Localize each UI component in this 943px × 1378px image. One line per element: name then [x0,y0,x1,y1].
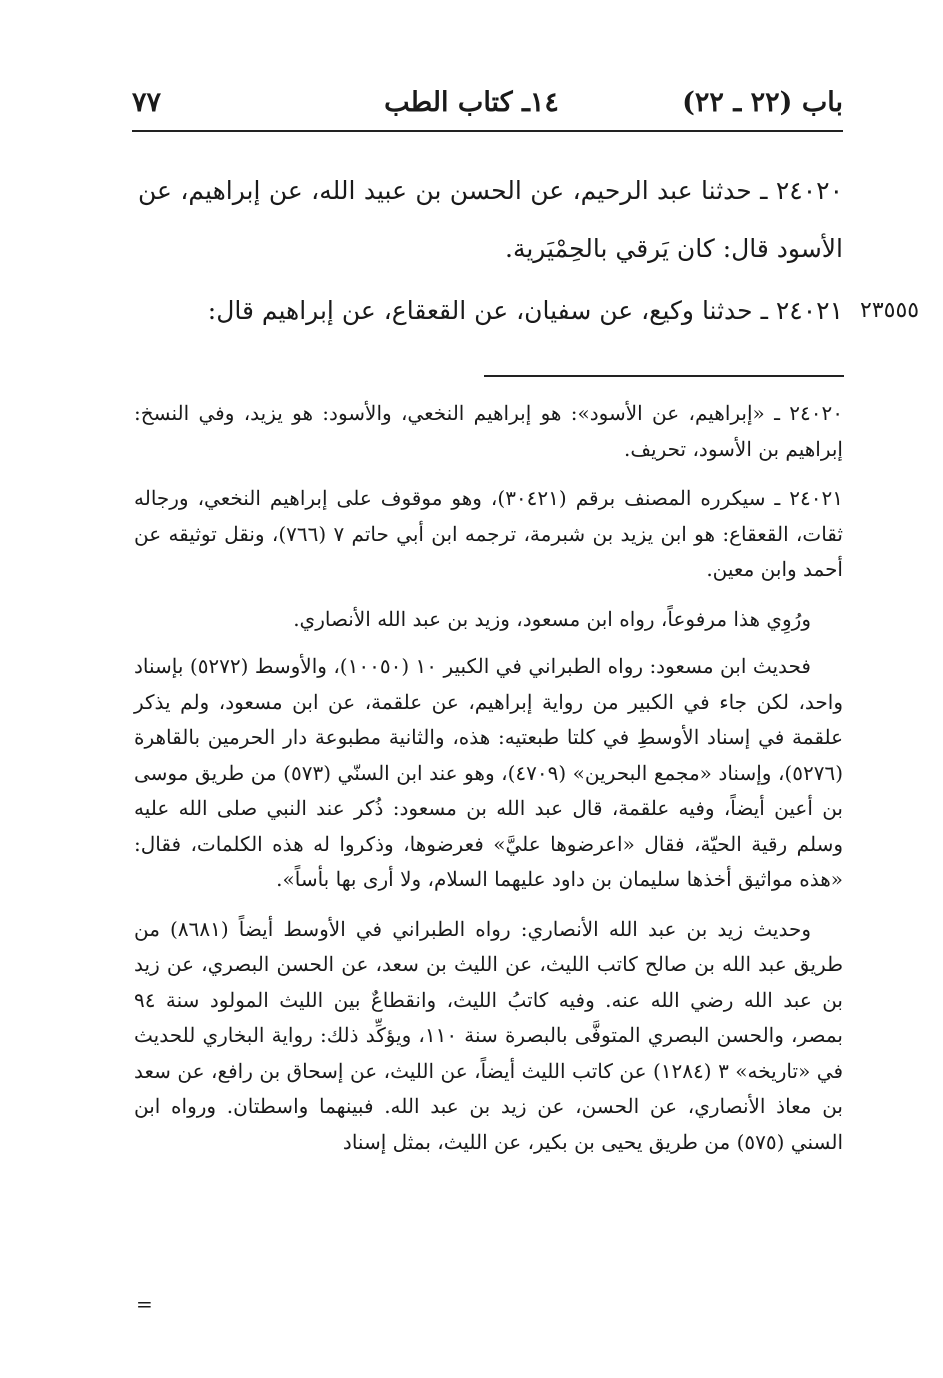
footnotes [134,396,843,1174]
hadith-text: ٢٤٠٢٠ ـ حدثنا عبد الرحيم، عن الحسن بن عبيد الله، عن إبراهيم، عن الأسود قال: كان يَرقي بالحِمْيَرية. [138,176,843,263]
chapter-range-header: باب (٢٢ ـ ٢٢) [682,87,843,118]
header-rule [132,130,843,132]
book-title-header: ١٤ـ كتاب الطب [384,87,559,118]
footnote-paragraph: ورُوِي هذا مرفوعاً، رواه ابن مسعود، وزيد بن عبد الله الأنصاري. [293,606,811,631]
footnote-24020: ٢٤٠٢٠ ـ «إبراهيم، عن الأسود»: هو إبراهيم النخعي، والأسود: هو يزيد، وفي النسخ: إبراهيم بن الأسود، تحريف. [134,401,843,461]
hadith-24020 [138,162,843,278]
footnote-separator [484,375,844,377]
page-number: ٧٧ [132,87,162,118]
margin-reference-number: ٢٣٥٥٥ [860,298,920,323]
footnote-paragraph: فحديث ابن مسعود: رواه الطبراني في الكبير ١٠ (١٠٠٥٠)، والأوسط (٥٢٧٢) بإسناد واحد، لكن جاء في الكبير من رواية إبراهيم، عن علقمة، عن ابن مسعود، ولم يذكر علقمة في إسناد الأوسطِ في كلتا طبعتيه: هذه، والثانية مطبوعة دار الحرمين بالقاهرة (٥٢٧٦)، وإسناد «مجمع البحرين» (٤٧٠٩)، وهو عند ابن السنّي (٥٧٣) من طريق موسى بن أعين أيضاً، وفيه علقمة، قال عبد الله بن مسعود: ذُكر عند النبي صلى الله عليه وسلم رقية الحيّة، فقال «اعرضوها عليَّ» فعرضوها، وذكروا له هذه الكلمات، فقال: «هذه مواثيق أخذها سليمان بن داود عليهما السلام، ولا أرى بها بأساً». [134,654,843,891]
footnote-paragraph: وحديث زيد بن عبد الله الأنصاري: رواه الطبراني في الأوسط أيضاً (٨٦٨١) من طريق عبد الله بن صالح كاتب الليث، عن الليث بن سعد، عن الحسن البصري، عن زيد بن عبد الله رضي الله عنه. وفيه كاتبُ الليث، وانقطاعٌ بين الليث المولود سنة ٩٤ بمصر، والحسن البصري المتوفَّى بالبصرة سنة ١١٠، ويؤكِّد ذلك: رواية البخاري للحديث في «تاريخه» ٣ (١٢٨٤) عن كاتب الليث أيضاً، عن الليث، عن إسحاق بن رافع، عن سعد بن معاذ الأنصاري، عن الحسن، عن زيد بن عبد الله. فبينهما واسطتان. ورواه ابن السني (٥٧٥) من طريق يحيى بن بكير، عن الليث، بمثل إسناد [134,916,844,1154]
hadith-text: ٢٤٠٢١ ـ حدثنا وكيع، عن سفيان، عن القعقاع، عن إبراهيم قال: [207,296,843,325]
hadith-24021 [138,282,843,340]
footnote-24021: ٢٤٠٢١ ـ سيكرره المصنف برقم (٣٠٤٢١)، وهو موقوف على إبراهيم النخعي، ورجاله ثقات، القعقاع: هو ابن يزيد بن شبرمة، ترجمه ابن أبي حاتم ٧ (٧٦٦)، ونقل توثيقه عن أحمد وابن معين. [134,486,843,581]
continuation-mark: = [136,1292,153,1316]
